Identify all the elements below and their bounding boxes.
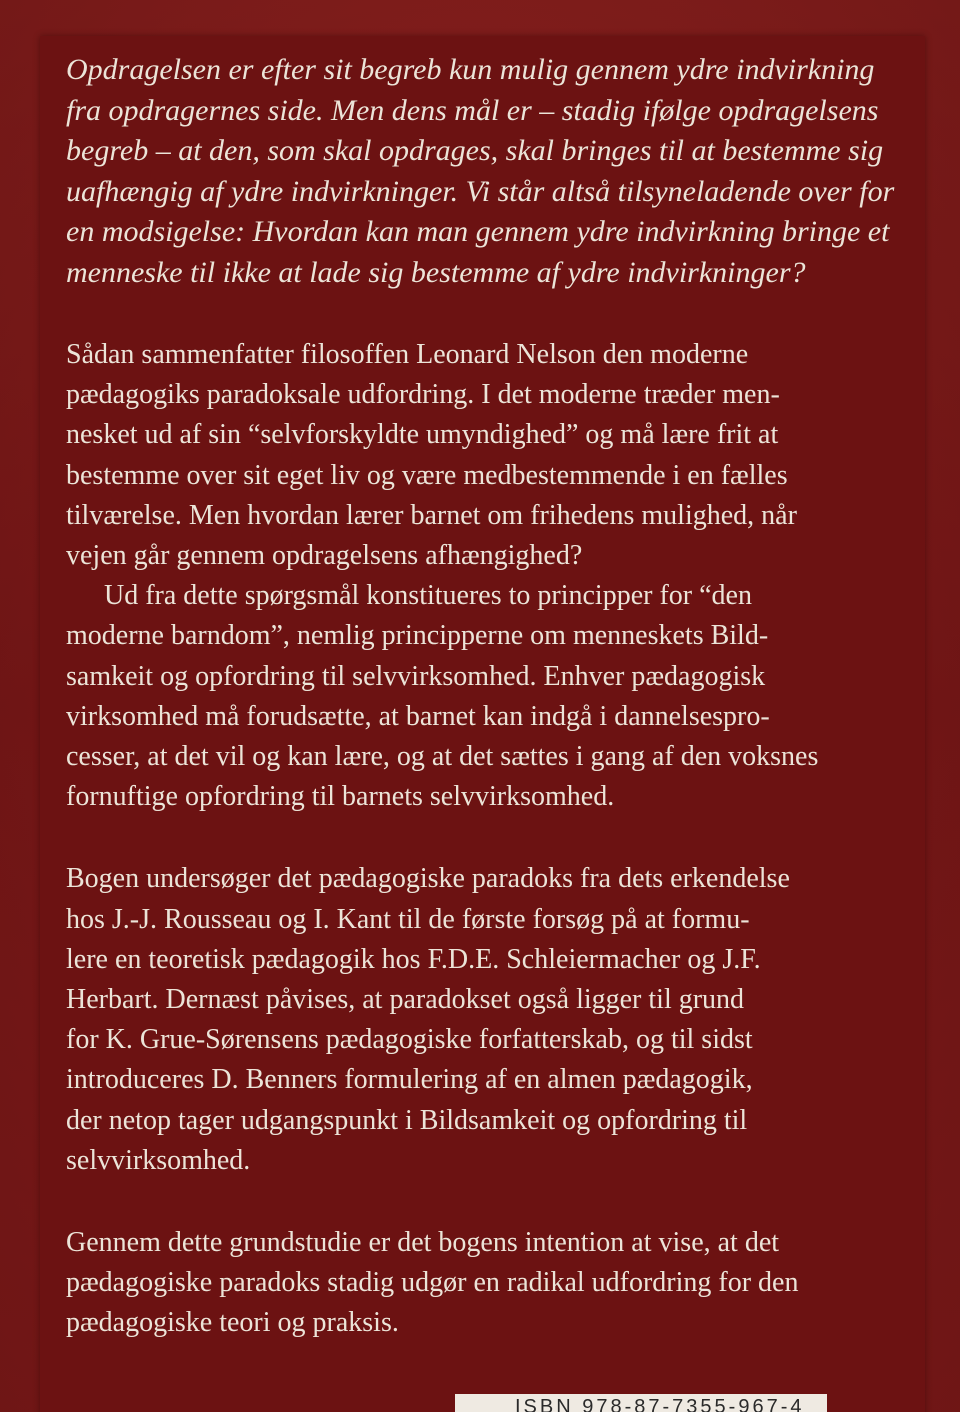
quote-line: fra opdragernes side. Men dens mål er – stadig ifølge opdragelsens <box>66 93 879 127</box>
text-line: virksomhed må forudsætte, at barnet kan indgå i dannelsespro- <box>66 700 770 732</box>
blurb-text <box>66 50 902 1344</box>
text-line: selvvirksomhed. <box>66 1144 251 1176</box>
text-line: pædagogiske paradoks stadig udgør en radikal udfordring for den <box>66 1267 799 1299</box>
isbn-text: ISBN 978-87-7355-967-4 <box>515 1396 805 1412</box>
text-line: moderne barndom”, nemlig principperne om menneskets Bild- <box>66 620 769 652</box>
quote-line: Opdragelsen er efter sit begreb kun mulig gennem ydre indvirkning <box>66 53 875 86</box>
text-line: Gennem dette grundstudie er det bogens intention at vise, at det <box>66 1227 780 1259</box>
text-line: Sådan sammenfatter filosoffen Leonard Nelson den moderne <box>66 339 749 370</box>
text-line: introduceres D. Benners formulering af en almen pædagogik, <box>66 1064 753 1096</box>
text-line: for K. Grue-Sørensens pædagogiske forfatterskab, og til sidst <box>66 1024 753 1056</box>
quote-line: uafhængig af ydre indvirkninger. Vi står altså tilsyneladende over for <box>66 174 895 208</box>
text-line: der netop tager udgangspunkt i Bildsamkeit og opfordring til <box>66 1104 748 1136</box>
text-line: lere en teoretisk pædagogik hos F.D.E. Schleiermacher og J.F. <box>66 943 761 975</box>
quote-line: en modsigelse: Hvordan kan man gennem ydre indvirkning bringe et <box>66 215 890 248</box>
text-line: Bogen undersøger det pædagogiske paradoks fra dets erkendelse <box>66 863 790 895</box>
text-line: fornuftige opfordring til barnets selvvirksomhed. <box>66 781 615 813</box>
text-line: cesser, at det vil og kan lære, og at det sættes i gang af den voksnes <box>66 741 819 773</box>
text-line: samkeit og opfordring til selvvirksomhed. Enhver pædagogisk <box>66 660 766 692</box>
paragraph-nelson <box>66 335 902 576</box>
text-line: pædagogiske teori og praksis. <box>66 1307 399 1339</box>
text-line: hos J.-J. Rousseau og I. Kant til de første forsøg på at formu- <box>66 903 750 935</box>
text-line: tilværelse. Men hvordan lærer barnet om frihedens mulighed, når <box>66 499 797 531</box>
text-line: vejen går gennem opdragelsens afhængighed? <box>66 540 583 572</box>
paragraph-book-content <box>66 859 902 1181</box>
paragraph-principles <box>66 576 902 817</box>
opening-quote <box>66 50 902 293</box>
text-line: bestemme over sit eget liv og være medbestemmende i en fælles <box>66 459 788 491</box>
paragraph-intention <box>66 1223 902 1344</box>
isbn-label <box>455 1394 827 1412</box>
quote-line: begreb – at den, som skal opdrages, skal bringes til at bestemme sig <box>66 134 884 167</box>
text-line: nesket ud af sin “selvforskyldte umyndighed” og må lære frit at <box>66 419 779 451</box>
quote-line: menneske til ikke at lade sig bestemme af ydre indvirkninger? <box>66 255 806 289</box>
text-line: Ud fra dette spørgsmål konstitueres to principper for “den <box>104 580 752 612</box>
text-line: Herbart. Dernæst påvises, at paradokset også ligger til grund <box>66 984 745 1016</box>
text-line: pædagogiks paradoksale udfordring. I det moderne træder men- <box>66 379 780 411</box>
